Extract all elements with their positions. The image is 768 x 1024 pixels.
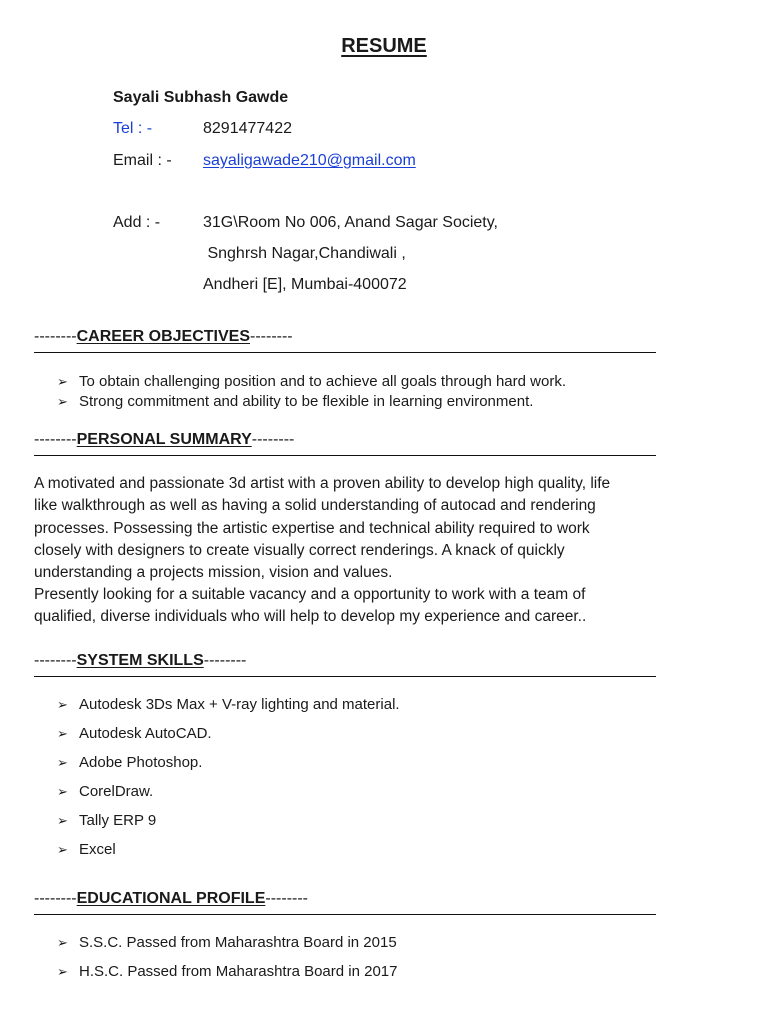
address-line: Snghrsh Nagar,Chandiwali , [203, 245, 406, 262]
summary-line: qualified, diverse individuals who will help to develop my experience and career.. [34, 608, 587, 625]
section-header-system-skills [34, 652, 656, 677]
section-header-educational-profile [34, 890, 656, 915]
list-item [57, 754, 202, 771]
section-title: PERSONAL SUMMARY [76, 431, 252, 448]
list-item [57, 696, 400, 713]
list-item [57, 373, 566, 390]
list-item [57, 963, 398, 980]
section-dash: -------- [34, 890, 77, 907]
summary-line: like walkthrough as well as having a solid understanding of autocad and rendering [34, 497, 596, 514]
list-item-text: Tally ERP 9 [79, 812, 157, 829]
section-title: EDUCATIONAL PROFILE [76, 890, 266, 907]
section-dash: -------- [203, 652, 247, 669]
list-item-text: H.S.C. Passed from Maharashtra Board in 2017 [79, 963, 398, 980]
address-line: Andheri [E], Mumbai-400072 [203, 276, 407, 293]
list-item-text: Adobe Photoshop. [79, 754, 203, 771]
section-dash: -------- [34, 328, 77, 345]
list-item-text: Strong commitment and ability to be flexible in learning environment. [79, 393, 534, 410]
arrow-bullet-icon: ➢ [57, 935, 68, 950]
address-line: 31G\Room No 006, Anand Sagar Society, [203, 214, 498, 231]
section-dash: -------- [251, 431, 295, 448]
list-item-text: Excel [79, 841, 116, 858]
summary-line: closely with designers to create visually correct renderings. A knack of quickly [34, 542, 565, 559]
section-header-personal-summary [34, 431, 656, 456]
candidate-name: Sayali Subhash Gawde [113, 89, 289, 106]
summary-line: A motivated and passionate 3d artist with a proven ability to develop high quality, life [34, 475, 611, 492]
list-item [57, 725, 212, 742]
email-link[interactable]: sayaligawade210@gmail.com [203, 152, 416, 169]
list-item [57, 783, 153, 800]
section-header-career-objectives [34, 328, 656, 353]
section-dash: -------- [34, 431, 77, 448]
list-item [57, 393, 533, 410]
list-item [57, 841, 116, 858]
list-item [57, 934, 397, 951]
arrow-bullet-icon: ➢ [57, 964, 68, 979]
tel-value: 8291477422 [203, 120, 292, 137]
resume-title: RESUME [341, 35, 427, 57]
email-label: Email : - [113, 152, 172, 169]
summary-line: Presently looking for a suitable vacancy and a opportunity to work with a team of [34, 586, 586, 603]
list-item-text: Autodesk AutoCAD. [79, 725, 212, 742]
list-item-text: To obtain challenging position and to achieve all goals through hard work. [79, 373, 566, 390]
arrow-bullet-icon: ➢ [57, 726, 68, 741]
summary-line: understanding a projects mission, vision and values. [34, 564, 393, 581]
section-title: SYSTEM SKILLS [76, 652, 204, 669]
arrow-bullet-icon: ➢ [57, 374, 68, 389]
arrow-bullet-icon: ➢ [57, 755, 68, 770]
address-label: Add : - [113, 214, 161, 231]
summary-line: processes. Possessing the artistic expertise and technical ability required to work [34, 520, 590, 537]
arrow-bullet-icon: ➢ [57, 842, 68, 857]
arrow-bullet-icon: ➢ [57, 394, 68, 409]
section-dash: -------- [34, 652, 77, 669]
section-title: CAREER OBJECTIVES [76, 328, 250, 345]
list-item-text: Autodesk 3Ds Max + V-ray lighting and material. [79, 696, 400, 713]
list-item-text: CorelDraw. [79, 783, 154, 800]
arrow-bullet-icon: ➢ [57, 813, 68, 828]
list-item [57, 812, 156, 829]
section-dash: -------- [265, 890, 308, 907]
arrow-bullet-icon: ➢ [57, 697, 68, 712]
arrow-bullet-icon: ➢ [57, 784, 68, 799]
list-item-text: S.S.C. Passed from Maharashtra Board in 2015 [79, 934, 397, 951]
section-dash: -------- [250, 328, 293, 345]
tel-label: Tel : - [113, 120, 153, 137]
